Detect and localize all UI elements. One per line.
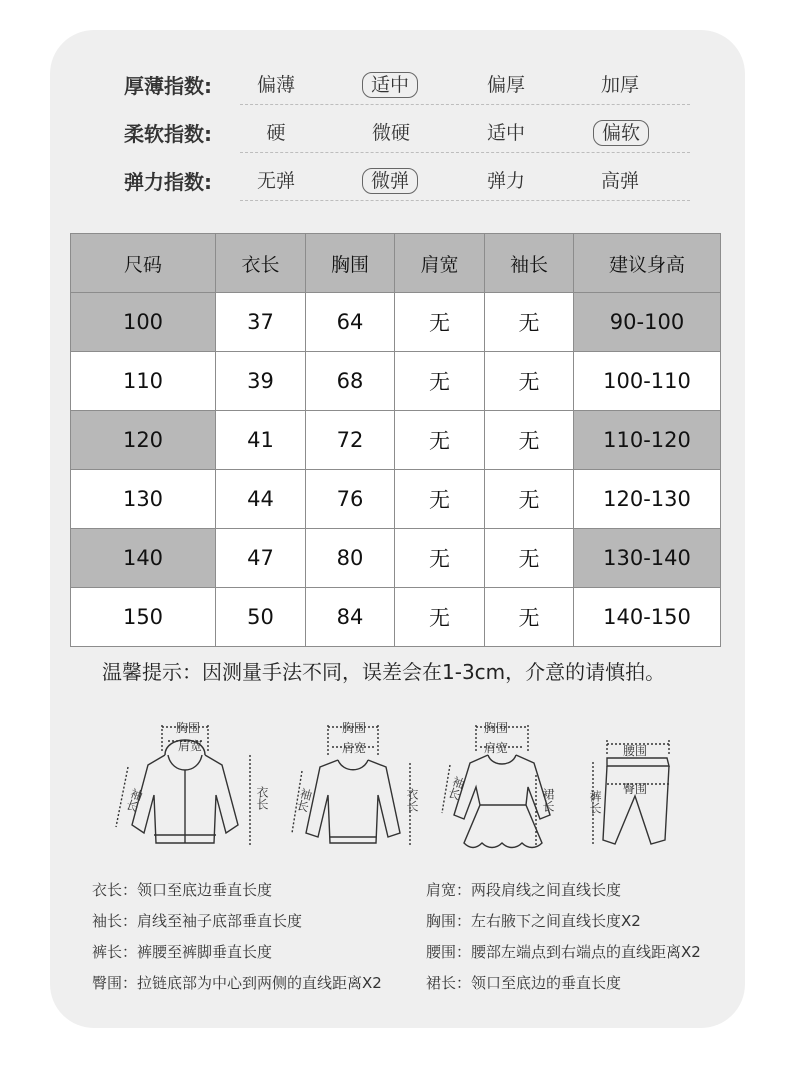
softness-option: 微硬 (371, 122, 410, 144)
cell-height: 110-120 (574, 411, 721, 470)
cell-sleeve: 无 (485, 293, 574, 352)
thickness-index-row (0, 66, 790, 106)
dress-sleeve-label: 袖长 (445, 774, 467, 802)
jacket-chest-label: 胸围 (176, 721, 201, 735)
dress-shoulder-label: 肩宽 (484, 741, 509, 755)
elasticity-option: 高弹 (600, 170, 639, 192)
cell-size: 140 (71, 529, 216, 588)
elasticity-index-row (0, 162, 790, 202)
thickness-option-selected: 适中 (362, 72, 418, 98)
divider (240, 200, 690, 201)
elasticity-index-label: 弹力指数: (124, 170, 212, 194)
cell-chest: 84 (306, 588, 395, 647)
thickness-index-label: 厚薄指数: (124, 74, 212, 98)
thickness-option: 偏厚 (486, 74, 525, 96)
header-height: 建议身高 (574, 234, 721, 293)
table-row (71, 529, 721, 588)
header-chest: 胸围 (306, 234, 395, 293)
definition-chest: 胸围：左右腋下之间直线长度X2 (426, 912, 641, 930)
definition-hip: 臀围：拉链底部为中心到两侧的直线距离X2 (92, 974, 382, 992)
divider (240, 104, 690, 105)
sweater-shoulder-label: 肩宽 (342, 741, 367, 755)
cell-size: 120 (71, 411, 216, 470)
cell-length: 44 (216, 470, 306, 529)
cell-length: 50 (216, 588, 306, 647)
softness-option: 适中 (486, 122, 525, 144)
softness-index-row (0, 114, 790, 154)
hooded-jacket-icon (110, 715, 275, 855)
definition-skirt: 裙长：领口至底边的垂直长度 (426, 974, 622, 992)
header-size: 尺码 (71, 234, 216, 293)
cell-length: 37 (216, 293, 306, 352)
thickness-option: 偏薄 (256, 74, 295, 96)
jacket-sleeve-label: 袖长 (123, 786, 145, 814)
header-length: 衣长 (216, 234, 306, 293)
table-row (71, 588, 721, 647)
pants-waist-label: 腰围 (623, 744, 648, 758)
cell-length: 47 (216, 529, 306, 588)
sweater-icon (288, 715, 423, 855)
cell-chest: 76 (306, 470, 395, 529)
cell-shoulder: 无 (395, 352, 485, 411)
table-row (71, 470, 721, 529)
definition-shoulder: 肩宽：两段肩线之间直线长度 (426, 881, 622, 899)
thickness-option: 加厚 (600, 74, 639, 96)
divider (240, 152, 690, 153)
cell-shoulder: 无 (395, 293, 485, 352)
softness-option-selected: 偏软 (593, 120, 649, 146)
cell-size: 150 (71, 588, 216, 647)
cell-sleeve: 无 (485, 529, 574, 588)
elasticity-option-selected: 微弹 (362, 168, 418, 194)
sweater-length-label: 衣长 (405, 788, 419, 812)
definition-length: 衣长：领口至底边垂直长度 (92, 881, 273, 899)
sweater-sleeve-label: 袖长 (294, 786, 314, 814)
cell-shoulder: 无 (395, 411, 485, 470)
cell-height: 100-110 (574, 352, 721, 411)
elasticity-option: 弹力 (486, 170, 525, 192)
header-shoulder: 肩宽 (395, 234, 485, 293)
cell-height: 90-100 (574, 293, 721, 352)
cell-height: 130-140 (574, 529, 721, 588)
cell-shoulder: 无 (395, 529, 485, 588)
cell-chest: 72 (306, 411, 395, 470)
jacket-shoulder-label: 肩宽 (178, 739, 203, 753)
pants-length-label: 裤长 (588, 790, 602, 814)
cell-height: 140-150 (574, 588, 721, 647)
cell-size: 110 (71, 352, 216, 411)
definition-pants-length: 裤长：裤腰至裤脚垂直长度 (92, 943, 273, 961)
header-sleeve: 袖长 (485, 234, 574, 293)
cell-sleeve: 无 (485, 470, 574, 529)
table-header-row (71, 234, 721, 293)
definition-sleeve: 袖长：肩线至袖子底部垂直长度 (92, 912, 303, 930)
pants-hip-label: 臀围 (623, 782, 648, 796)
jacket-length-label: 衣长 (255, 786, 269, 810)
cell-sleeve: 无 (485, 352, 574, 411)
definition-waist: 腰围：腰部左端点到右端点的直线距离X2 (426, 943, 701, 961)
cell-size: 100 (71, 293, 216, 352)
softness-index-label: 柔软指数: (124, 122, 212, 146)
table-row (71, 293, 721, 352)
size-table (70, 233, 721, 647)
cell-shoulder: 无 (395, 588, 485, 647)
cell-sleeve: 无 (485, 588, 574, 647)
softness-option: 硬 (266, 122, 286, 144)
cell-sleeve: 无 (485, 411, 574, 470)
cell-height: 120-130 (574, 470, 721, 529)
dress-skirt-label: 裙长 (541, 788, 555, 812)
cell-chest: 64 (306, 293, 395, 352)
elasticity-option: 无弹 (256, 170, 295, 192)
measurement-tip: 温馨提示：因测量手法不同，误差会在1-3cm，介意的请慎拍。 (102, 660, 666, 684)
table-row (71, 411, 721, 470)
cell-length: 39 (216, 352, 306, 411)
table-row (71, 352, 721, 411)
cell-chest: 80 (306, 529, 395, 588)
sweater-chest-label: 胸围 (342, 721, 367, 735)
dress-chest-label: 胸围 (484, 721, 509, 735)
cell-chest: 68 (306, 352, 395, 411)
cell-shoulder: 无 (395, 470, 485, 529)
cell-length: 41 (216, 411, 306, 470)
cell-size: 130 (71, 470, 216, 529)
